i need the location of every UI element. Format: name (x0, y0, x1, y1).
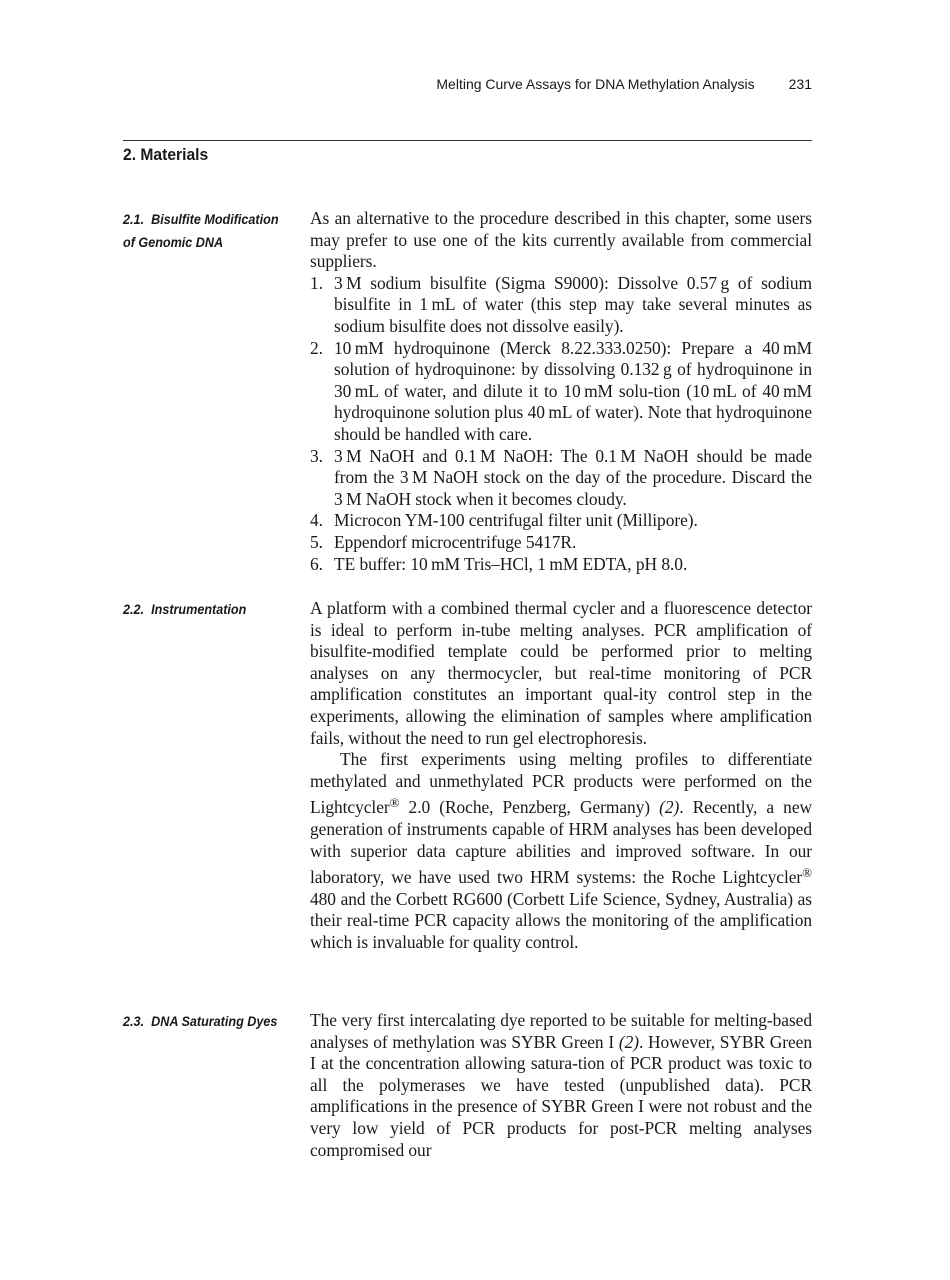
list-item (310, 338, 812, 446)
citation-ref: (2) (659, 797, 680, 818)
list-item-number: 6. (310, 553, 323, 574)
paragraph (310, 1010, 812, 1161)
chapter-heading: 2. Materials (123, 145, 209, 164)
paragraph (310, 749, 812, 953)
materials-list (310, 273, 812, 575)
citation-ref: (2) (618, 1031, 639, 1052)
list-item (310, 532, 812, 554)
text-run: 2.0 (Roche, Penzberg, Germany) (399, 797, 660, 818)
text-run: . Recently, a new generation of instruments capable of HRM analyses has been developed with superior data capture abilities and improved software. In our laboratory, we have used two HRM systems: the Roche Lightcycler (310, 797, 812, 888)
text-run: 480 and the Corbett RG600 (Corbett Life Science, Sydney, Australia) as their real-time PCR capacity allows the monitoring of the amplification which is invaluable for quality control. (310, 888, 812, 952)
list-item-number: 2. (310, 337, 323, 358)
section-title-text: DNA Saturating Dyes (151, 1013, 278, 1029)
section-body (310, 208, 812, 575)
list-item-number: 4. (310, 510, 323, 531)
list-item (310, 554, 812, 576)
list-item-text: Eppendorf microcentrifuge 5417R. (334, 531, 577, 552)
section-number: 2.2. (123, 601, 145, 617)
list-item (310, 273, 812, 338)
list-item (310, 446, 812, 511)
list-item-text: 3 M NaOH and 0.1 M NaOH: The 0.1 M NaOH should be made from the 3 M NaOH stock on the day of the procedure. Discard the 3 M NaOH stock when it becomes cloudy. (334, 445, 812, 509)
paragraph: A platform with a combined thermal cycler and a fluorescence detector is ideal to perform in-tube melting analyses. PCR amplification of bisulfite-modified template could be performed prior to melting analyses on any thermocycler, but real-time monitoring of PCR amplification constitutes an important qual-ity control step in the experiments, allowing the elimination of samples where amplification fails, without the need to run gel electrophoresis. (310, 598, 812, 748)
list-item-number: 1. (310, 272, 323, 293)
section-title-text: Instrumentation (151, 601, 247, 617)
text-run: The very first intercalating dye reported to be suitable for melting-based analyses of methylation was SYBR Green I (310, 1010, 812, 1052)
section-title-text: Bisulfite Modification of Genomic DNA (123, 211, 279, 250)
page-number: 231 (788, 76, 812, 92)
registered-mark: ® (802, 865, 812, 881)
section-title (123, 208, 281, 254)
list-item-text: 3 M sodium bisulfite (Sigma S9000): Dissolve 0.57 g of sodium bisulfite in 1 mL of water (this step may take several minutes as sodium bisulfite does not dissolve easily). (334, 272, 812, 336)
section-title (123, 1010, 281, 1033)
list-item-number: 5. (310, 531, 323, 552)
list-item-text: 10 mM hydroquinone (Merck 8.22.333.0250): Prepare a 40 mM solution of hydroquinone: by dissolving 0.132 g of hydroquinone in 30 mL of water, and dilute it to 10 mM solu-tion (10 mL of 40 mM hydroquinone solution plus 40 mL of water). Note that hydroquinone should be handled with care. (334, 337, 812, 444)
section-number: 2.3. (123, 1013, 145, 1029)
text-run: . However, SYBR Green I at the concentration allowing satura-tion of PCR product was toxic to all the polymerases we have tested (unpublished data). PCR amplifications in the presence of SYBR Green I were not robust and the very low yield of PCR products for post-PCR melting analyses compromised our (310, 1031, 812, 1160)
section-body (310, 1010, 812, 1161)
section-number: 2.1. (123, 211, 145, 227)
list-item (310, 510, 812, 532)
running-title: Melting Curve Assays for DNA Methylation Analysis (436, 76, 755, 92)
list-item-text: TE buffer: 10 mM Tris–HCl, 1 mM EDTA, pH 8.0. (334, 553, 688, 574)
list-item-text: Microcon YM-100 centrifugal filter unit (Millipore). (334, 510, 698, 531)
list-item-number: 3. (310, 445, 323, 466)
registered-mark: ® (389, 795, 400, 811)
intro-paragraph: As an alternative to the procedure described in this chapter, some users may prefer to use one of the kits currently available from commercial suppliers. (310, 208, 812, 272)
running-head (436, 76, 812, 92)
section-body (310, 598, 812, 954)
section-title (123, 598, 281, 621)
text-run: The first experiments using melting profiles to differentiate methylated and unmethylated PCR products were performed on the Lightcycler (310, 749, 812, 818)
header-rule (123, 140, 812, 141)
